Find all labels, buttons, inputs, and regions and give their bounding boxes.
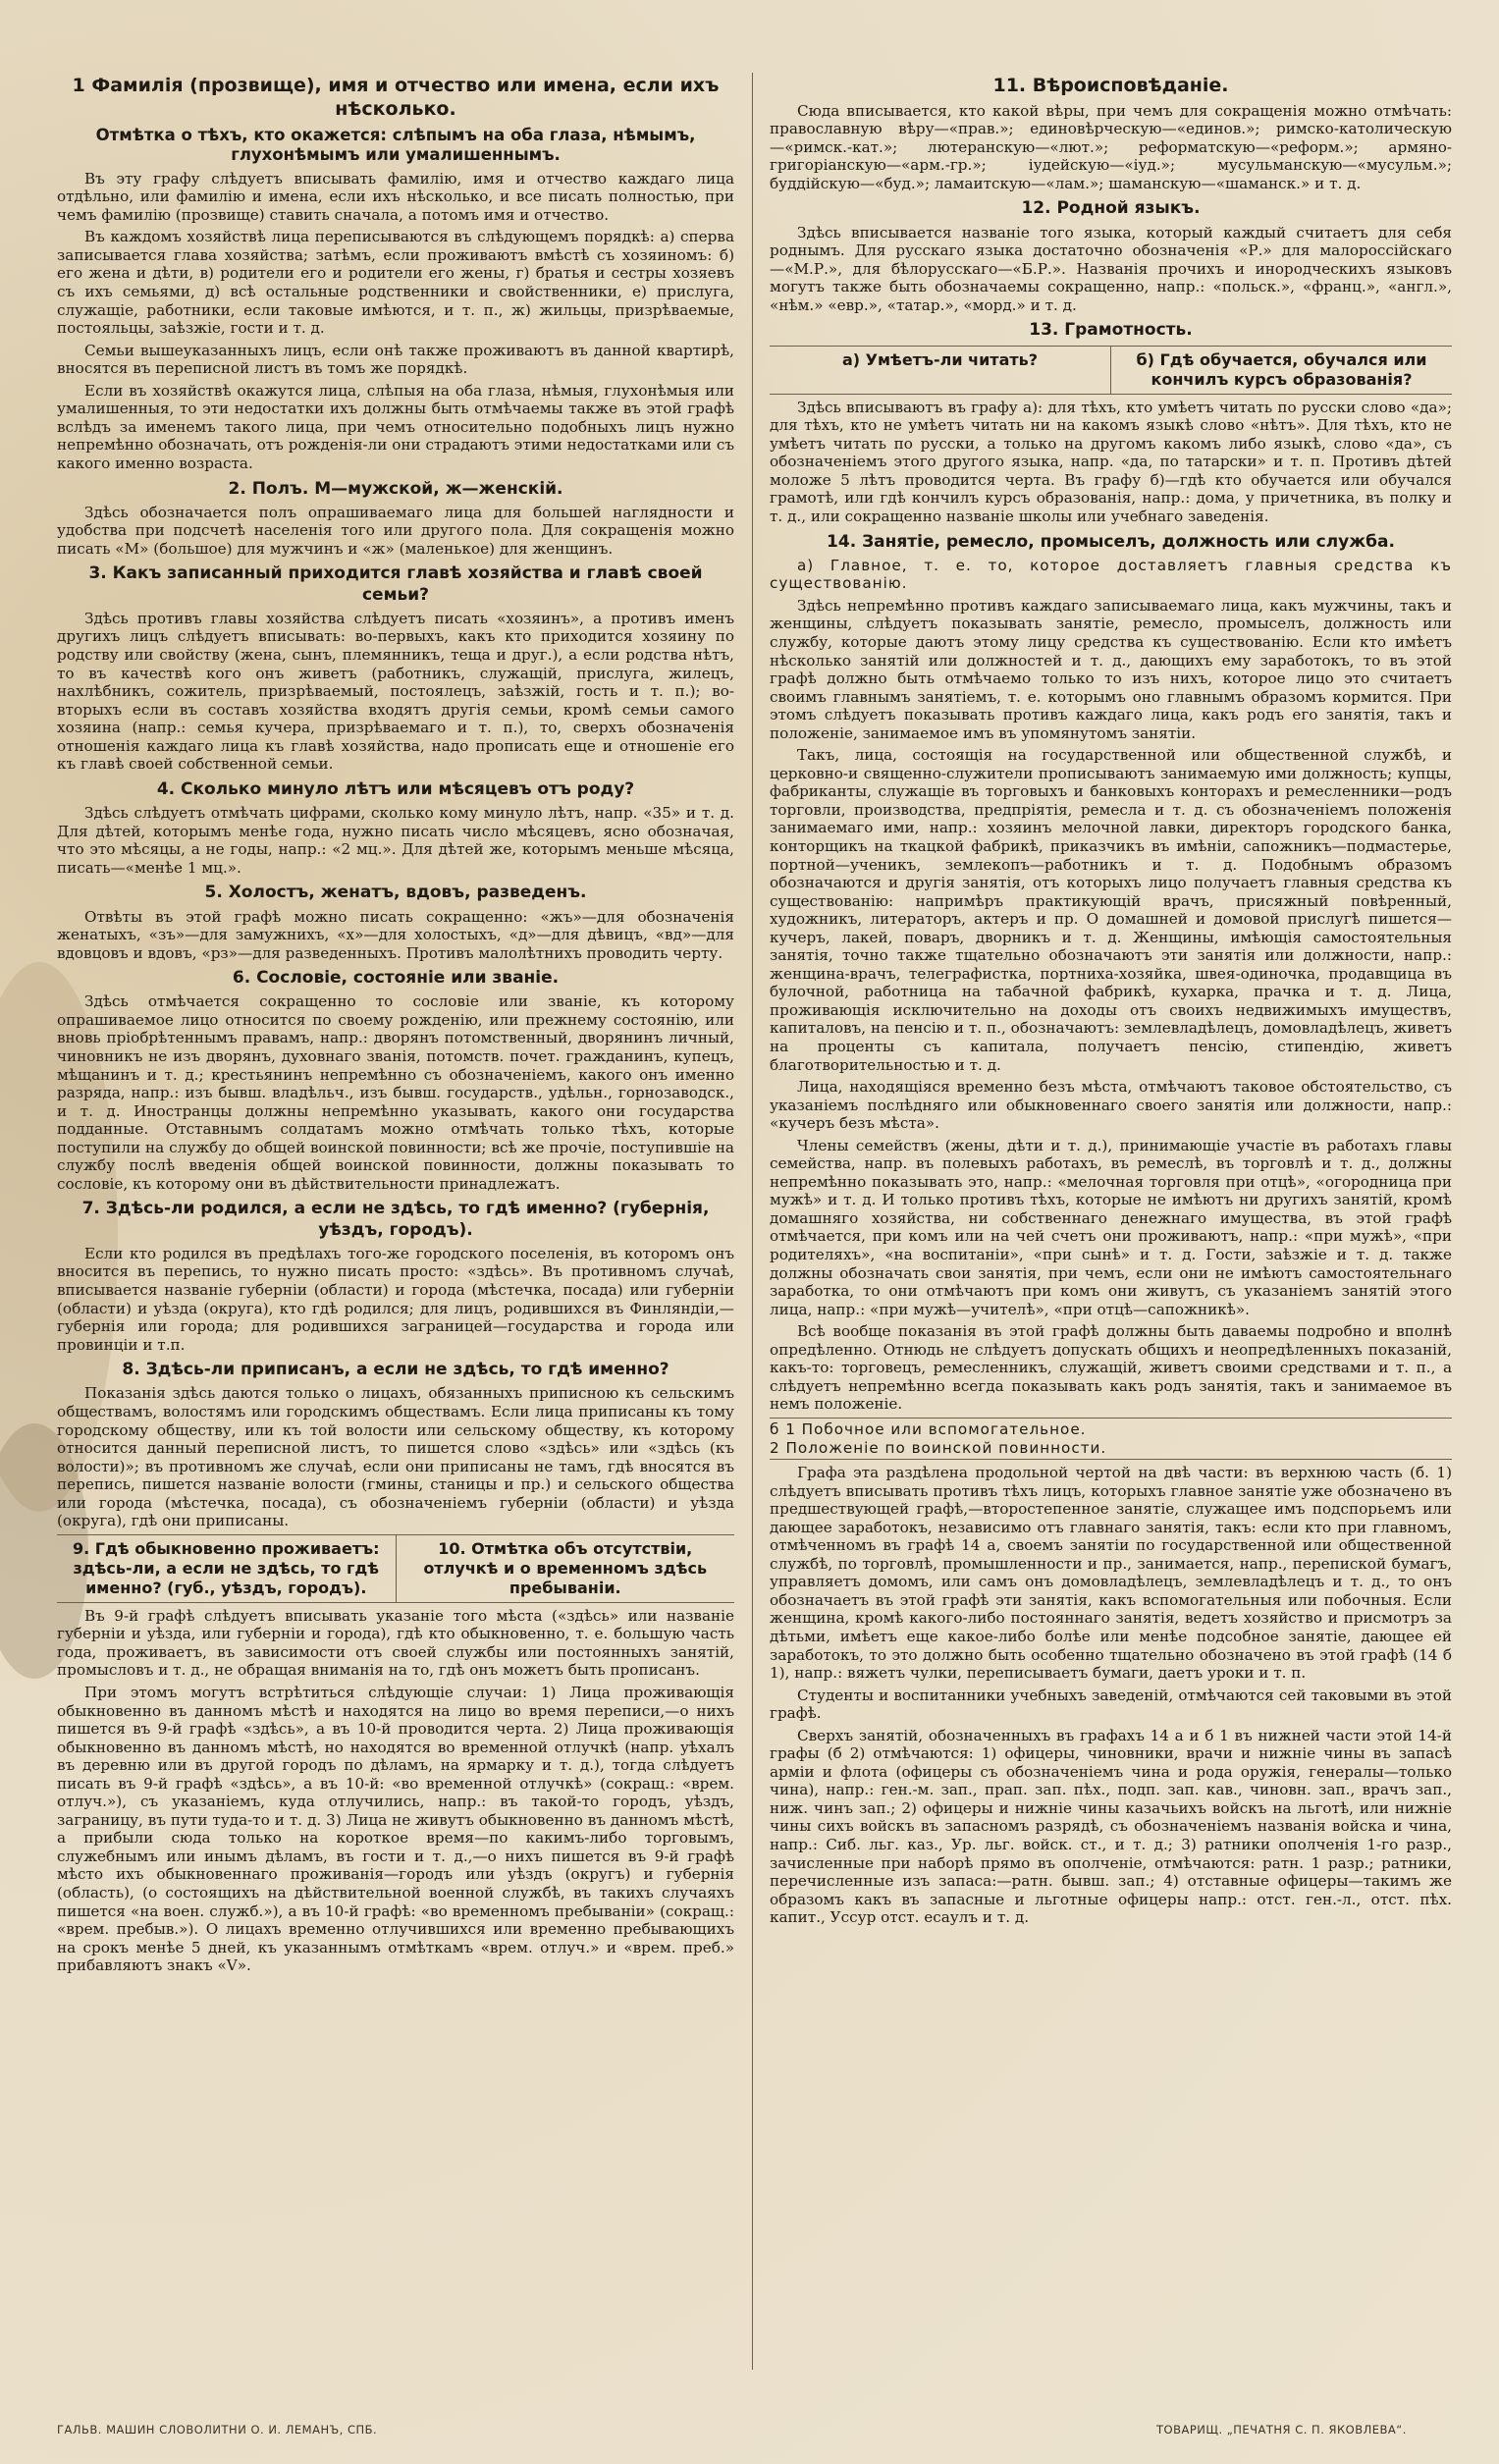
section-9-10-header (57, 1534, 734, 1603)
section-14-title: 14. Занятіе, ремесло, промыселъ, должность или служба. (827, 531, 1395, 552)
section-7-title: 7. Здѣсь-ли родился, а если не здѣсь, то гдѣ именно? (губернія, уѣздъ, городъ). (81, 1199, 710, 1240)
paragraph: Семьи вышеуказанныхъ лицъ, если онѣ также проживаютъ въ данной квартирѣ, вносятся въ переписной листъ въ томъ же порядкѣ. (57, 341, 734, 378)
paragraph: Здѣсь слѣдуетъ отмѣчать цифрами, сколько кому минуло лѣтъ, напр. «35» и т. д. Для дѣтей, которымъ менѣе года, нужно писать число мѣсяцевъ, ясно обозначая, что это мѣсяцы, а не годы, напр.: «2 мц.». Для дѣтей же, которымъ меньше мѣсяца, писать—«менѣе 1 мц.». (57, 804, 734, 877)
paragraph: Здѣсь вписываютъ въ графу а): для тѣхъ, кто умѣетъ читать по русски слово «да»; для тѣхъ, кто не умѣетъ читать ни на какомъ языкѣ слово «нѣтъ». Для тѣхъ, кто не умѣетъ читать по русски, а только на другомъ какомъ либо языкѣ, слово «да», съ обозначеніемъ этого другого языка, напр. «да, по татарски» и т. п. Противъ дѣтей моложе 5 лѣтъ проводится черта. Въ графу б)—гдѣ кто обучается или обучался грамотѣ, или гдѣ кончилъ курсъ образованія, напр.: дома, у причетника, въ полку и т. д., или сокращенно названіе школы или учебнаго заведенія. (770, 398, 1452, 525)
section-12-title: 12. Родной языкъ. (1021, 198, 1201, 219)
section-2-title: 2. Полъ. М—мужской, ж—женскій. (228, 478, 563, 499)
footer-left-imprint: ГАЛЬВ. МАШИН СЛОВОЛИТНИ О. И. ЛЕМАНЪ, СПБ. (57, 2423, 378, 2437)
paragraph: Графа эта раздѣлена продольной чертой на двѣ части: въ верхнюю часть (б. 1) слѣдуетъ вписывать противъ тѣхъ лицъ, которыхъ главное занятіе уже обозначено въ предшествующей графѣ,—второстепенное занятіе, служащее имъ подспорьемъ или дающее заработокъ, независимо отъ главнаго занятія, такъ: если кто при главномъ, отмѣченномъ въ графѣ 14 а, своемъ занятіи по государственной или общественной службѣ, по торговлѣ, промышленности и пр., занимается, напр., перепиской бумагъ, управляетъ домомъ, или самъ онъ домовладѣлецъ, землевладѣлецъ и т. д., то онъ обозначаетъ въ этой графѣ эти занятія, какъ вспомогательныя или побочныя. Если женщина, кромѣ какого-либо постояннаго занятія, ведетъ хозяйство и присмотръ за дѣтьми, имѣетъ еще какое-либо болѣе или менѣе подсобное занятіе, дающее ей заработокъ, то это должно быть особенно тщательно обозначено въ этой графѣ (14 б 1), напр.: вяжетъ чулки, переписываетъ бумаги, даетъ уроки и т. п. (770, 1464, 1452, 1683)
section-4-title: 4. Сколько минуло лѣтъ или мѣсяцевъ отъ роду? (156, 778, 635, 799)
section-13-header (770, 346, 1452, 395)
paragraph: Показанія здѣсь даются только о лицахъ, обязанныхъ приписною къ сельскимъ обществамъ, волостямъ или городскимъ обществамъ. Если лица приписаны къ тому городскому обществу, или къ той волости или сельскому обществу, къ которому относится данный переписной листъ, то пишется слово «здѣсь» или «здѣсь (къ волости)»; въ противномъ же случаѣ, если они приписаны не тамъ, гдѣ вносятся въ перепись, пишется названіе волости (гмины, станицы и пр.) и сельского общества или города (мѣстечка, посада), съ обозначеніемъ губерніи (области) и уѣзда (округа), гдѣ они приписаны. (57, 1384, 734, 1530)
section-14-subtitle: а) Главное, т. е. то, которое доставляетъ главныя средства къ существованію. (770, 556, 1452, 593)
paragraph: Въ каждомъ хозяйствѣ лица переписываются въ слѣдующемъ порядкѣ: а) сперва записывается глава хозяйства; затѣмъ, если проживаютъ вмѣстѣ съ хозяиномъ: б) его жена и дѣти, в) родители его и родители его жены, г) братья и сестры хозяевъ съ ихъ семьями, д) всѣ остальные родственники и свойственники, е) прислуга, служащіе, работники, если таковые имѣются, и т. п., ж) жильцы, призрѣваемые, постояльцы, заѣзжіе, гости и т. д. (57, 228, 734, 338)
paragraph: Отвѣты въ этой графѣ можно писать сокращенно: «жъ»—для обозначенія женатыхъ, «зъ»—для замужнихъ, «х»—для холостыхъ, «д»—для дѣвицъ, «вд»—для вдовцовъ и вдовъ, «рз»—для разведенныхъ. Противъ малолѣтнихъ проводить черту. (57, 907, 734, 962)
paragraph: Здѣсь обозначается полъ опрашиваемаго лица для большей наглядности и удобства при подсчетѣ населенія того или другого пола. Для сокращенія можно писать «М» (большое) для мужчинъ и «ж» (маленькое) для женщинъ. (57, 503, 734, 558)
section-11-title: 11. Вѣроисповѣданіе. (992, 75, 1229, 96)
section-5-title: 5. Холостъ, женатъ, вдовъ, разведенъ. (204, 883, 587, 903)
section-3-title: 3. Какъ записанный приходится главѣ хозяйства и главѣ своей семьи? (88, 563, 703, 605)
paragraph: Всѣ вообще показанія въ этой графѣ должны быть даваемы подробно и вполнѣ опредѣленно. Отнюдь не слѣдуетъ допускать общихъ и неопредѣленныхъ показаній, какъ-то: торговецъ, ремесленникъ, служащій, живетъ своими средствами и т. п., а слѣдуетъ непремѣнно всегда показывать какъ родъ занятія, такъ и занимаемое въ немъ положеніе. (770, 1322, 1452, 1414)
paragraph: Сверхъ занятій, обозначенныхъ въ графахъ 14 а и б 1 въ нижней части этой 14-й графы (б 2) отмѣчаются: 1) офицеры, чиновники, врачи и нижніе чины въ запасѣ арміи и флота (офицеры съ обозначеніемъ чина и рода оружія, генералы—только чина), напр.: ген.-м. зап., прап. зап. пѣх., подп. зап. кав., чиновн. зап., врачъ зап., ниж. чинъ зап.; 2) офицеры и нижніе чины казачьихъ войскъ на льготѣ, или нижніе чины сихъ войскъ въ запасномъ разрядѣ, съ обозначеніемъ названія войска и чина, напр.: Сиб. льг. каз., Ур. льг. войск. ст., и т. д.; 3) ратники ополченія 1-го разр., зачисленные при наборѣ прямо въ ополченіе, отмѣчаются: ратн. 1 разр.; ратники, перечисленные изъ запаса:—ратн. бывш. зап.; 4) отставные офицеры—такимъ же образомъ какъ въ запасные и льготные офицеры напр.: отст. ген.-л., отст. пѣх. капит., Уссур отст. есаулъ и т. д. (770, 1726, 1452, 1927)
section-6-title: 6. Сословіе, состояніе или званіе. (232, 968, 560, 989)
section-10-title: 10. Отмѣтка объ отсутствіи, отлучкѣ и о временномъ здѣсь пребываніи. (423, 1538, 708, 1597)
right-column (770, 69, 1452, 1931)
section-13-title: 13. Грамотность. (1029, 320, 1193, 341)
paragraph: Лица, находящіяся временно безъ мѣста, отмѣчаютъ таковое обстоятельство, съ указаніемъ послѣдняго или обыкновеннаго своего занятія или должности, напр.: «кучеръ безъ мѣста». (770, 1078, 1452, 1133)
section-1-subtitle: Отмѣтка о тѣхъ, кто окажется: слѣпымъ на оба глаза, нѣмымъ, глухонѣмымъ или умалишеннымъ. (95, 125, 696, 165)
paragraph: Студенты и воспитанники учебныхъ заведеній, отмѣчаются сей таковыми въ этой графѣ. (770, 1686, 1452, 1723)
paragraph: Сюда вписывается, кто какой вѣры, при чемъ для сокращенія можно отмѣчать: православную вѣру—«прав.»; единовѣрческую—«единов.»; римско-католическую—«римск.-кат.»; лютеранскую—«лют.»; реформатскую—«реформ.»; армяно-григоріанскую—«арм.-гр.»; іудейскую—«іуд.»; мусульманскую—«мусульм.»; буддійскую—«буд.»; ламаитскую—«лам.»; шаманскую—«шаманск.» и т. д. (770, 101, 1452, 192)
section-14b2-title: 2 Положеніе по воинской повинности. (770, 1438, 1107, 1457)
section-8-title: 8. Здѣсь-ли приписанъ, а если не здѣсь, то гдѣ именно? (122, 1360, 669, 1380)
section-9-title: 9. Гдѣ обыкновенно проживаетъ: здѣсь-ли, а если не здѣсь, то гдѣ именно? (губ., уѣздъ, городъ). (72, 1538, 380, 1597)
paragraph: Въ эту графу слѣдуетъ вписывать фамилію, имя и отчество каждаго лица отдѣльно, или фамилію и имена, если ихъ нѣсколько, и все писать полностью, при чемъ фамилію (прозвище) ставить сначала, а потомъ имя и отчество. (57, 169, 734, 224)
section-14b-header (770, 1418, 1452, 1460)
column-divider (752, 73, 753, 2370)
section-1-title: 1 Фамилія (прозвище), имя и отчество или имена, если ихъ нѣсколько. (72, 75, 720, 120)
paragraph: При этомъ могутъ встрѣтиться слѣдующіе случаи: 1) Лица проживающія обыкновенно въ данномъ мѣстѣ и находятся на лицо во время переписи,—о нихъ пишется въ 9-й графѣ «здѣсь», а въ 10-й проводится черта. 2) Лица проживающія обыкновенно въ данномъ мѣстѣ, но находятся во временной отлучкѣ (напр. уѣхалъ въ деревню или въ другой городъ по дѣламъ, на ярмарку и т. д.), тогда слѣдуетъ писать въ 9-й графѣ «здѣсь», а въ 10-й: «во временной отлучкѣ» (сокращ.: «врем. отлуч.»), съ указаніемъ, куда отлучились, напр.: въ такой-то городъ, уѣздъ, заграницу, въ пути туда-то и т. д. 3) Лица не живутъ обыкновенно въ данномъ мѣстѣ, а прибыли сюда только на короткое время—по какимъ-либо торговымъ, служебнымъ или инымъ дѣламъ, въ гости и т. д.,—о нихъ пишется въ 9-й графѣ мѣсто ихъ обыкновеннаго проживанія—городъ или уѣздъ (округъ) и губернія (область), (о состоящихъ на дѣйствительной военной службѣ, въ такихъ случаяхъ пишется «на воен. служб.»), а въ 10-й графѣ: «во временномъ пребываніи» (сокращ.: «врем. пребыв.»). О лицахъ временно отлучившихся или временно пребывающихъ на срокъ менѣе 5 дней, къ указаннымъ отмѣткамъ «врем. отлуч.» и «врем. преб.» прибавляютъ знакъ «V». (57, 1684, 734, 1975)
paragraph: Здѣсь противъ главы хозяйства слѣдуетъ писать «хозяинъ», а противъ именъ другихъ лицъ слѣдуетъ вписывать: во-первыхъ, какъ кто приходится хозяину по родству или свойству (жена, сынъ, племянникъ, теща и друг.), а если родства нѣтъ, то въ качествѣ кого онъ живетъ (работникъ, служащій, прислуга, жилецъ, нахлѣбникъ, сожитель, призрѣваемый, постоялецъ, заѣзжій, гость и т. п.); во-вторыхъ если въ составъ хозяйства входятъ другія семьи, кромѣ семьи самого хозяина (напр.: семья кучера, призрѣваемаго и т. п.), то, сверхъ обозначенія отношенія каждаго лица къ главѣ хозяйства, надо прописать еще и отношеніе его къ главѣ своей собственной семьи. (57, 609, 734, 774)
section-13b-title: б) Гдѣ обучается, обучался или кончилъ курсъ образованія? (1136, 349, 1427, 389)
paragraph: Здѣсь вписывается названіе того языка, который каждый считаетъ для себя роднымъ. Для русскаго языка достаточно обозначенія «Р.» для малороссійскаго—«М.Р.», для бѣлорусскаго—«Б.Р.». Названія прочихъ и инородческихъ языковъ могутъ также быть обозначаемы сокращенно, напр.: «польск.», «франц.», «англ.», «нѣм.» «евр.», «татар.», «морд.» и т. д. (770, 223, 1452, 314)
paragraph: Члены семействъ (жены, дѣти и т. д.), принимающіе участіе въ работахъ главы семейства, напр. въ полевыхъ работахъ, въ ремеслѣ, въ торговлѣ и т. д., должны непремѣнно показывать это, напр.: «мелочная торговля при отцѣ», «огородница при мужѣ» и т. д. И только противъ тѣхъ, которые не имѣютъ ни другихъ занятій, кромѣ домашняго хозяйства, ни собственнаго денежнаго имущества, въ этой графѣ отмѣчается, при комъ или на чей счетъ они проживаютъ, напр.: «при мужѣ», «при родителяхъ», «на воспитаніи», «при сынѣ» и т. д. Гости, заѣзжіе и т. д. также должны обозначать свои занятія, при чемъ, если они не имѣютъ самостоятельнаго заработка, то они отмѣчаютъ при комъ они живутъ, съ указаніемъ занятій этого лица, напр.: «при мужѣ—учителѣ», «при отцѣ—сапожникѣ». (770, 1136, 1452, 1318)
section-13a-title: а) Умѣетъ-ли читать? (841, 349, 1039, 369)
paragraph: Такъ, лица, состоящія на государственной или общественной службѣ, и церковно-и священно-служители прописываютъ занимаемую ими должность; купцы, фабриканты, служащіе въ торговыхъ и банковыхъ конторахъ и ремесленники—родъ торговли, производства, предпріятія, ремесла и т. д. съ обозначеніемъ положенія занимаемаго ими, напр.: хозяинъ мелочной лавки, директоръ городского банка, конторщикъ на ткацкой фабрикѣ, приказчикъ въ имѣніи, сапожникъ—подмастерье, портной—ученикъ, землекопъ—работникъ и т. д. Подобнымъ образомъ обозначаются и другія занятія, отъ которыхъ лицо получаетъ главныя средства къ существованію: напримѣръ практикующій врачъ, присяжный повѣренный, художникъ, литераторъ, актеръ и пр. О домашней и домовой прислугѣ пишется—кучеръ, лакей, поваръ, дворникъ и т. д. Женщины, имѣющія самостоятельныя занятія, точно также тщательно обозначаютъ эти занятія или должности, напр.: женщина-врачъ, телеграфистка, портниха-хозяйка, швея-одиночка, продавщица въ булочной, работница на табачной фабрикѣ, кухарка, прачка и т. д. Лица, проживающія исключительно на доходы отъ своихъ недвижимыхъ имуществъ, капиталовъ, на пенсію и т. п., обозначаютъ: землевладѣлецъ, домовладѣлецъ, живетъ на проценты съ капитала, получаетъ пенсію, стипендію, живетъ благотворительностью и т. д. (770, 746, 1452, 1074)
paragraph: Здѣсь отмѣчается сокращенно то сословіе или званіе, къ которому опрашиваемое лицо относится по своему рожденію, или прежнему состоянію, или вновь пріобрѣтеннымъ правамъ, напр.: дворянъ потомственный, дворянинъ личный, чиновникъ не изъ дворянъ, духовнаго званія, потомств. почет. гражданинъ, купецъ, мѣщанинъ и т. д.; крестьянинъ непремѣнно съ обозначеніемъ, какого онъ именно разряда, напр.: изъ бывш. владѣльч., изъ бывш. государств., удѣльн., горнозаводск., и т. д. Иностранцы должны непремѣнно указывать, какого они государства подданные. Отставнымъ солдатамъ можно отмѣчать только тѣхъ, которые поступили на службу до общей воинской повинности; всѣ же прочіе, поступившіе на службу послѣ введенія общей воинской повинности, должны показывать то сословіе, къ которому они въ дѣйствительности принадлежатъ. (57, 992, 734, 1193)
paragraph: Если въ хозяйствѣ окажутся лица, слѣпыя на оба глаза, нѣмыя, глухонѣмыя или умалишенныя, то эти недостатки ихъ должны быть отмѣчаемы также въ этой графѣ вслѣдъ за именемъ такого лица, при чемъ относительно подобныхъ лицъ нужно непремѣнно обозначать, отъ рожденія-ли они страдаютъ этими недостатками или съ какого именно возраста. (57, 381, 734, 472)
section-14b1-title: б 1 Побочное или вспомогательное. (770, 1419, 1087, 1438)
paragraph: Если кто родился въ предѣлахъ того-же городского поселенія, въ которомъ онъ вносится въ перепись, то нужно писать просто: «здѣсь». Въ противномъ случаѣ, вписывается названіе губерніи (области) и города (мѣстечка, посада) или губерніи (области) и уѣзда (округа), кто гдѣ родился; для лицъ, родившихся въ Финляндіи,—губернія или города; для родившихся заграницей—государства и города или провинціи и т.п. (57, 1244, 734, 1354)
left-column (57, 69, 734, 1979)
paragraph: Въ 9-й графѣ слѣдуетъ вписывать указаніе того мѣста («здѣсь» или названіе губерніи и уѣзда, или губерніи и города), гдѣ кто обыкновенно, т. е. большую часть года, проживаетъ, въ зависимости отъ своей службы или постоянныхъ занятій, промысловъ и т. д., не обращая вниманія на то, гдѣ онъ можетъ быть прописанъ. (57, 1606, 734, 1680)
footer-right-imprint: ТОВАРИЩ. „ПЕЧАТНЯ С. П. ЯКОВЛЕВА“. (1156, 2423, 1407, 2437)
paragraph: Здѣсь непремѣнно противъ каждаго записываемаго лица, какъ мужчины, такъ и женщины, слѣдуетъ показывать занятіе, ремесло, промыселъ, должность или службу, которые даютъ этому лицу средства къ существованію. Если кто имѣетъ нѣсколько занятій или должностей и т. д., дающихъ ему заработокъ, то въ этой графѣ должно быть отмѣчаемо только то изъ нихъ, которое лицо это считаетъ своимъ главнымъ занятіемъ, т. е. которымъ оно главнымъ образомъ кормится. При этомъ слѣдуетъ показывать противъ каждаго лица, какъ родъ его занятія, такъ и положеніе, занимаемое имъ въ упомянутомъ занятіи. (770, 596, 1452, 742)
